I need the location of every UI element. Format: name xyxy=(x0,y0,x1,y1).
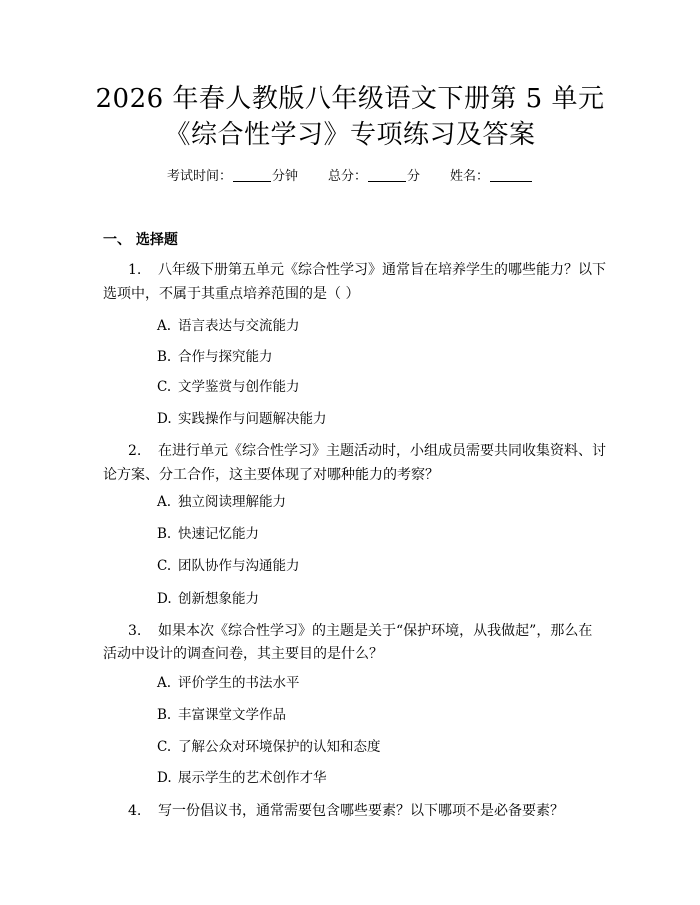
question-3-option-c xyxy=(157,737,381,757)
question-1-option-c xyxy=(157,377,300,397)
question-text: 如果本次《综合性学习》的主题是关于“保护环境，从我做起”，那么在 xyxy=(158,623,593,639)
question-text: 写一份倡议书，通常需要包含哪些要素？以下哪项不是必备要素？ xyxy=(158,803,564,819)
question-2-line-1 xyxy=(128,440,606,462)
question-3-line-2: 活动中设计的调查问卷，其主要目的是什么？ xyxy=(103,646,383,662)
option-letter: D. xyxy=(157,770,172,786)
time-blank xyxy=(233,169,271,182)
option-text: 合作与探究能力 xyxy=(178,349,273,365)
option-text: 文学鉴赏与创作能力 xyxy=(178,379,300,395)
question-number: 2. xyxy=(128,443,142,459)
question-text: 在进行单元《综合性学习》主题活动时，小组成员需要共同收集资料、讨 xyxy=(158,443,606,459)
question-2-option-a xyxy=(157,492,286,512)
page-title-line-1: 2026 年春人教版八年级语文下册第 5 单元 xyxy=(95,84,605,114)
option-text: 评价学生的书法水平 xyxy=(178,675,300,691)
time-unit: 分钟 xyxy=(271,169,298,184)
exam-meta xyxy=(0,168,700,186)
question-1-line-1 xyxy=(128,259,606,281)
option-text: 实践操作与问题解决能力 xyxy=(178,411,327,427)
name-label: 姓名： xyxy=(450,169,490,184)
question-1-line-2: 选项中，不属于其重点培养范围的是（ ） xyxy=(103,286,360,302)
option-letter: A. xyxy=(157,318,172,334)
question-number: 4. xyxy=(128,803,142,819)
question-3-option-d xyxy=(157,768,327,788)
option-text: 快速记忆能力 xyxy=(178,526,259,542)
score-blank xyxy=(368,169,406,182)
option-text: 独立阅读理解能力 xyxy=(178,494,286,510)
question-3-option-b xyxy=(157,705,286,725)
question-number: 3. xyxy=(128,623,142,639)
option-letter: B. xyxy=(157,526,172,542)
option-letter: D. xyxy=(157,411,172,427)
question-2-option-c xyxy=(157,556,300,576)
question-4-line-1 xyxy=(128,800,564,822)
option-letter: C. xyxy=(157,379,172,395)
question-3-line-1 xyxy=(128,620,592,642)
option-letter: D. xyxy=(157,591,172,607)
question-text: 八年级下册第五单元《综合性学习》通常旨在培养学生的哪些能力？以下 xyxy=(158,262,606,278)
question-1-option-a xyxy=(157,316,300,336)
option-text: 语言表达与交流能力 xyxy=(178,318,300,334)
option-letter: B. xyxy=(157,349,172,365)
time-label: 考试时间： xyxy=(166,169,232,184)
option-text: 丰富课堂文学作品 xyxy=(178,707,286,723)
question-2-line-2: 论方案、分工合作，这主要体现了对哪种能力的考察？ xyxy=(103,467,439,483)
question-1-option-b xyxy=(157,347,273,367)
option-text: 展示学生的艺术创作才华 xyxy=(178,770,327,786)
score-unit: 分 xyxy=(407,169,421,184)
section-heading: 一、 选择题 xyxy=(103,232,178,248)
question-number: 1. xyxy=(128,262,142,278)
question-2-option-b xyxy=(157,524,259,544)
option-text: 创新想象能力 xyxy=(178,591,259,607)
name-blank xyxy=(490,169,532,182)
option-letter: C. xyxy=(157,739,172,755)
option-text: 团队协作与沟通能力 xyxy=(178,558,300,574)
page-title-line-2: 《综合性学习》专项练习及答案 xyxy=(164,120,536,150)
question-3-option-a xyxy=(157,673,300,693)
question-2-option-d xyxy=(157,589,259,609)
question-1-option-d xyxy=(157,409,327,429)
score-label: 总分： xyxy=(327,169,367,184)
option-letter: A. xyxy=(157,675,172,691)
option-letter: A. xyxy=(157,494,172,510)
option-letter: B. xyxy=(157,707,172,723)
option-letter: C. xyxy=(157,558,172,574)
option-text: 了解公众对环境保护的认知和态度 xyxy=(178,739,381,755)
